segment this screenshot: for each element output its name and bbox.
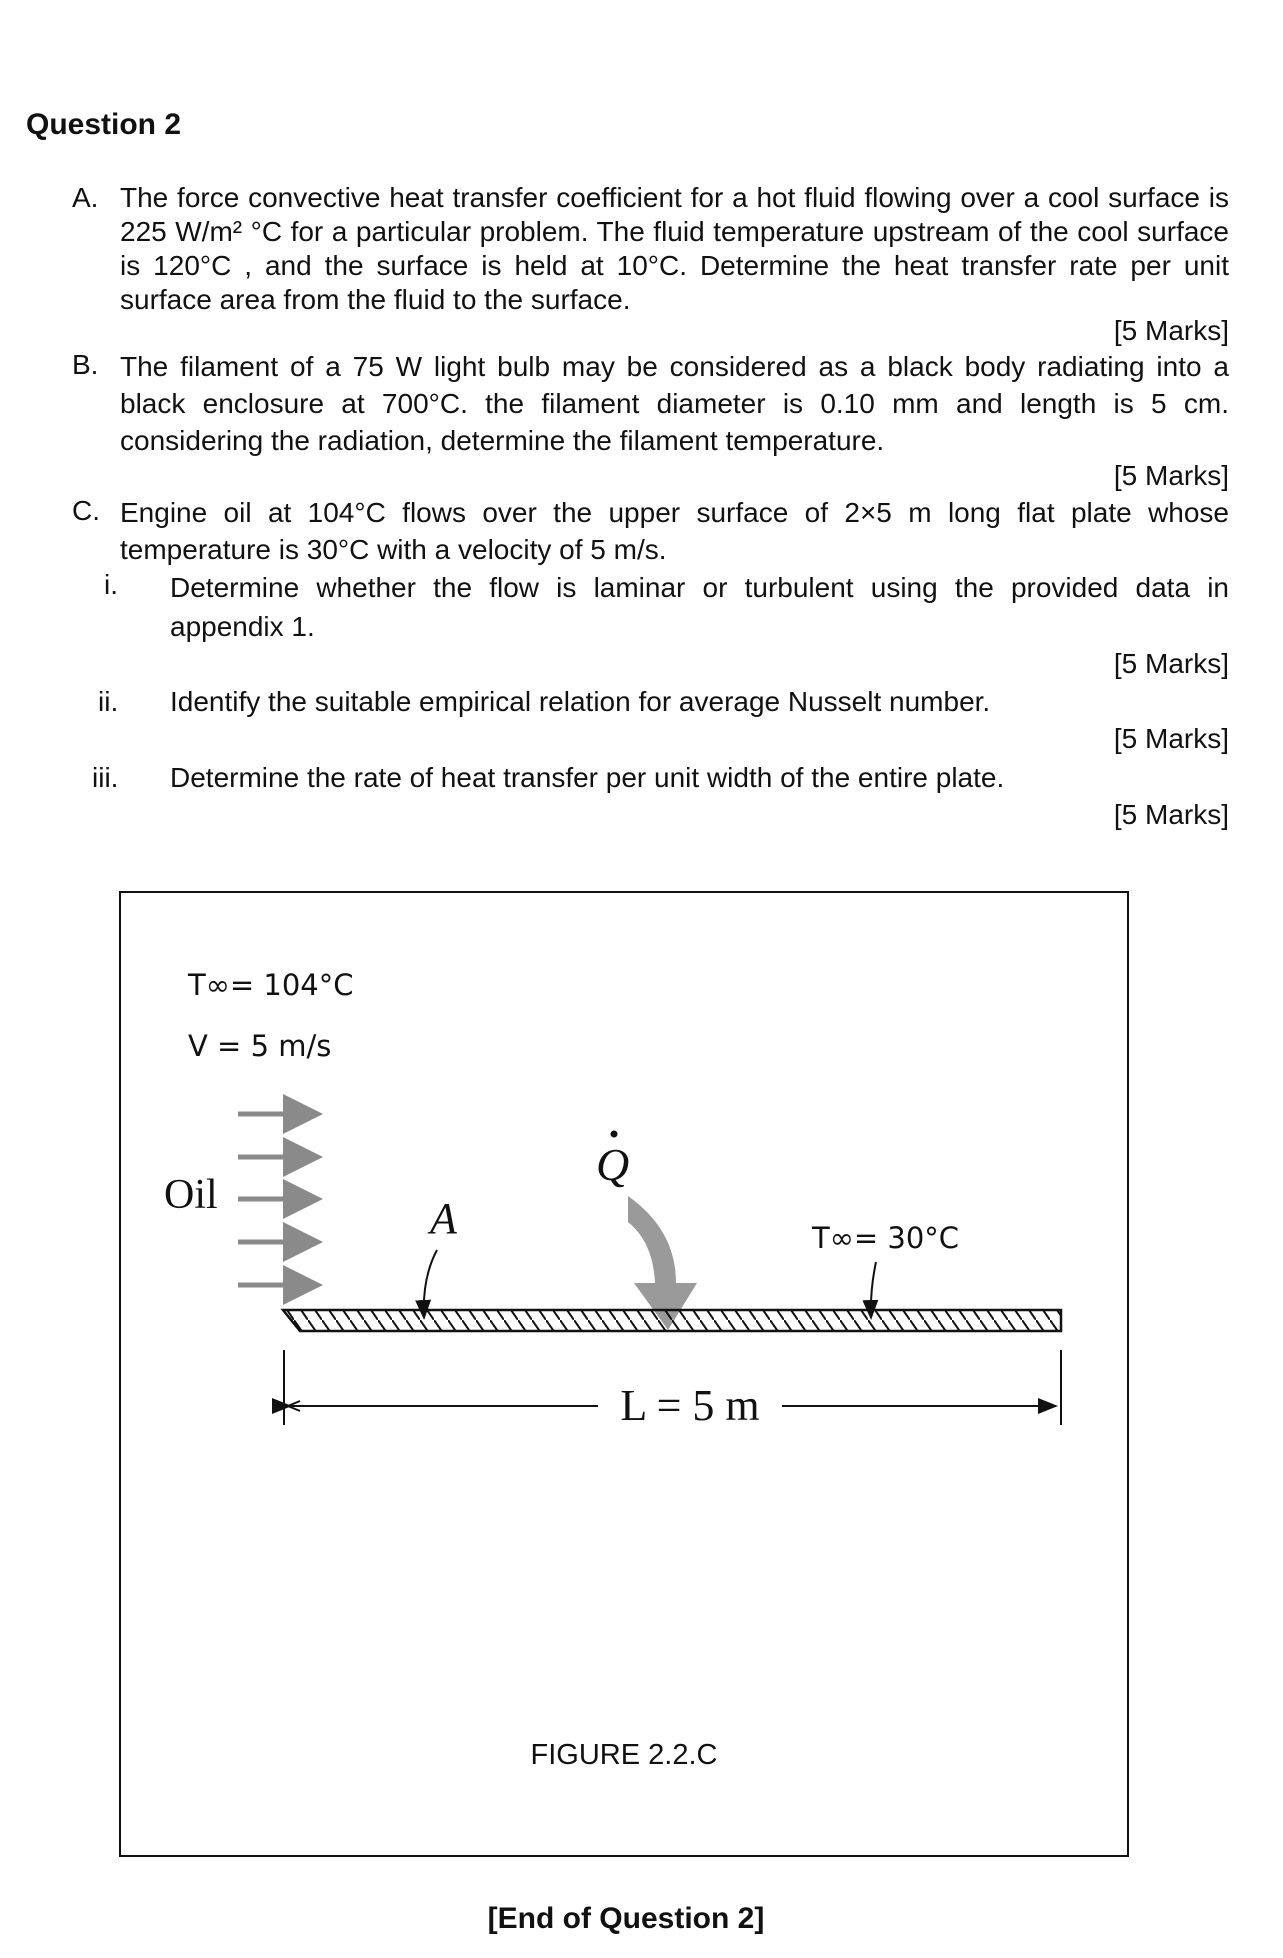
surface-temp-label: T∞= 30°C [812,1221,960,1255]
part-c-text: Engine oil at 104°C flows over the upper surface of 2×5 m long flat plate whose temperature is 30°C with a velocity of 5 m/s. [120,497,1229,565]
heat-rate-dot [611,1131,618,1138]
velocity-label: V = 5 m/s [188,1029,332,1063]
part-c-i-text: Determine whether the flow is laminar or turbulent using the provided data in appendix 1. [170,572,1229,642]
part-c-i-marks: [5 Marks] [1113,648,1229,679]
part-c-iii-label: iii. [92,762,119,793]
part-b-text: The filament of a 75 W light bulb may be considered as a black body radiating into a black enclosure at 700°C. the filament diameter is 0.10 mm and length is 5 cm. considering the radiation, determine the filament temperature. [120,351,1229,456]
part-b-marks: [5 Marks] [1113,460,1229,491]
part-c-ii-label: ii. [98,686,119,717]
figure-caption: FIGURE 2.2.C [530,1739,718,1771]
question-title: Question 2 [26,108,182,141]
part-c-label: C. [72,495,100,526]
flat-plate [283,1310,1061,1331]
heat-rate-symbol: Q [596,1139,630,1190]
free-stream-temp-label: T∞= 104°C [188,968,354,1002]
area-label: A [430,1194,457,1243]
part-c-iii-text: Determine the rate of heat transfer per unit width of the entire plate. [170,762,1005,793]
part-a-marks: [5 Marks] [1113,315,1229,346]
area-leader [424,1250,437,1318]
oil-label: Oil [164,1172,218,1218]
part-c-i-label: i. [104,569,118,600]
part-a-text: The force convective heat transfer coefficient for a hot fluid flowing over a cool surface is 225 W/m² °C for a particular problem. The fluid temperature upstream of the cool surface is 120°C , and the surface is held at 10°C. Determine the heat transfer rate per unit surface area from the fluid to the surface. [120,182,1229,315]
part-c-ii-text: Identify the suitable empirical relation for average Nusselt number. [170,686,991,717]
part-c-ii-marks: [5 Marks] [1113,723,1229,754]
part-b-label: B. [72,349,99,380]
length-label: L = 5 m [620,1381,760,1430]
end-of-question: [End of Question 2] [487,1902,765,1935]
part-a-label: A. [72,182,99,213]
flow-arrows [238,1114,318,1285]
part-c-iii-marks: [5 Marks] [1113,799,1229,830]
